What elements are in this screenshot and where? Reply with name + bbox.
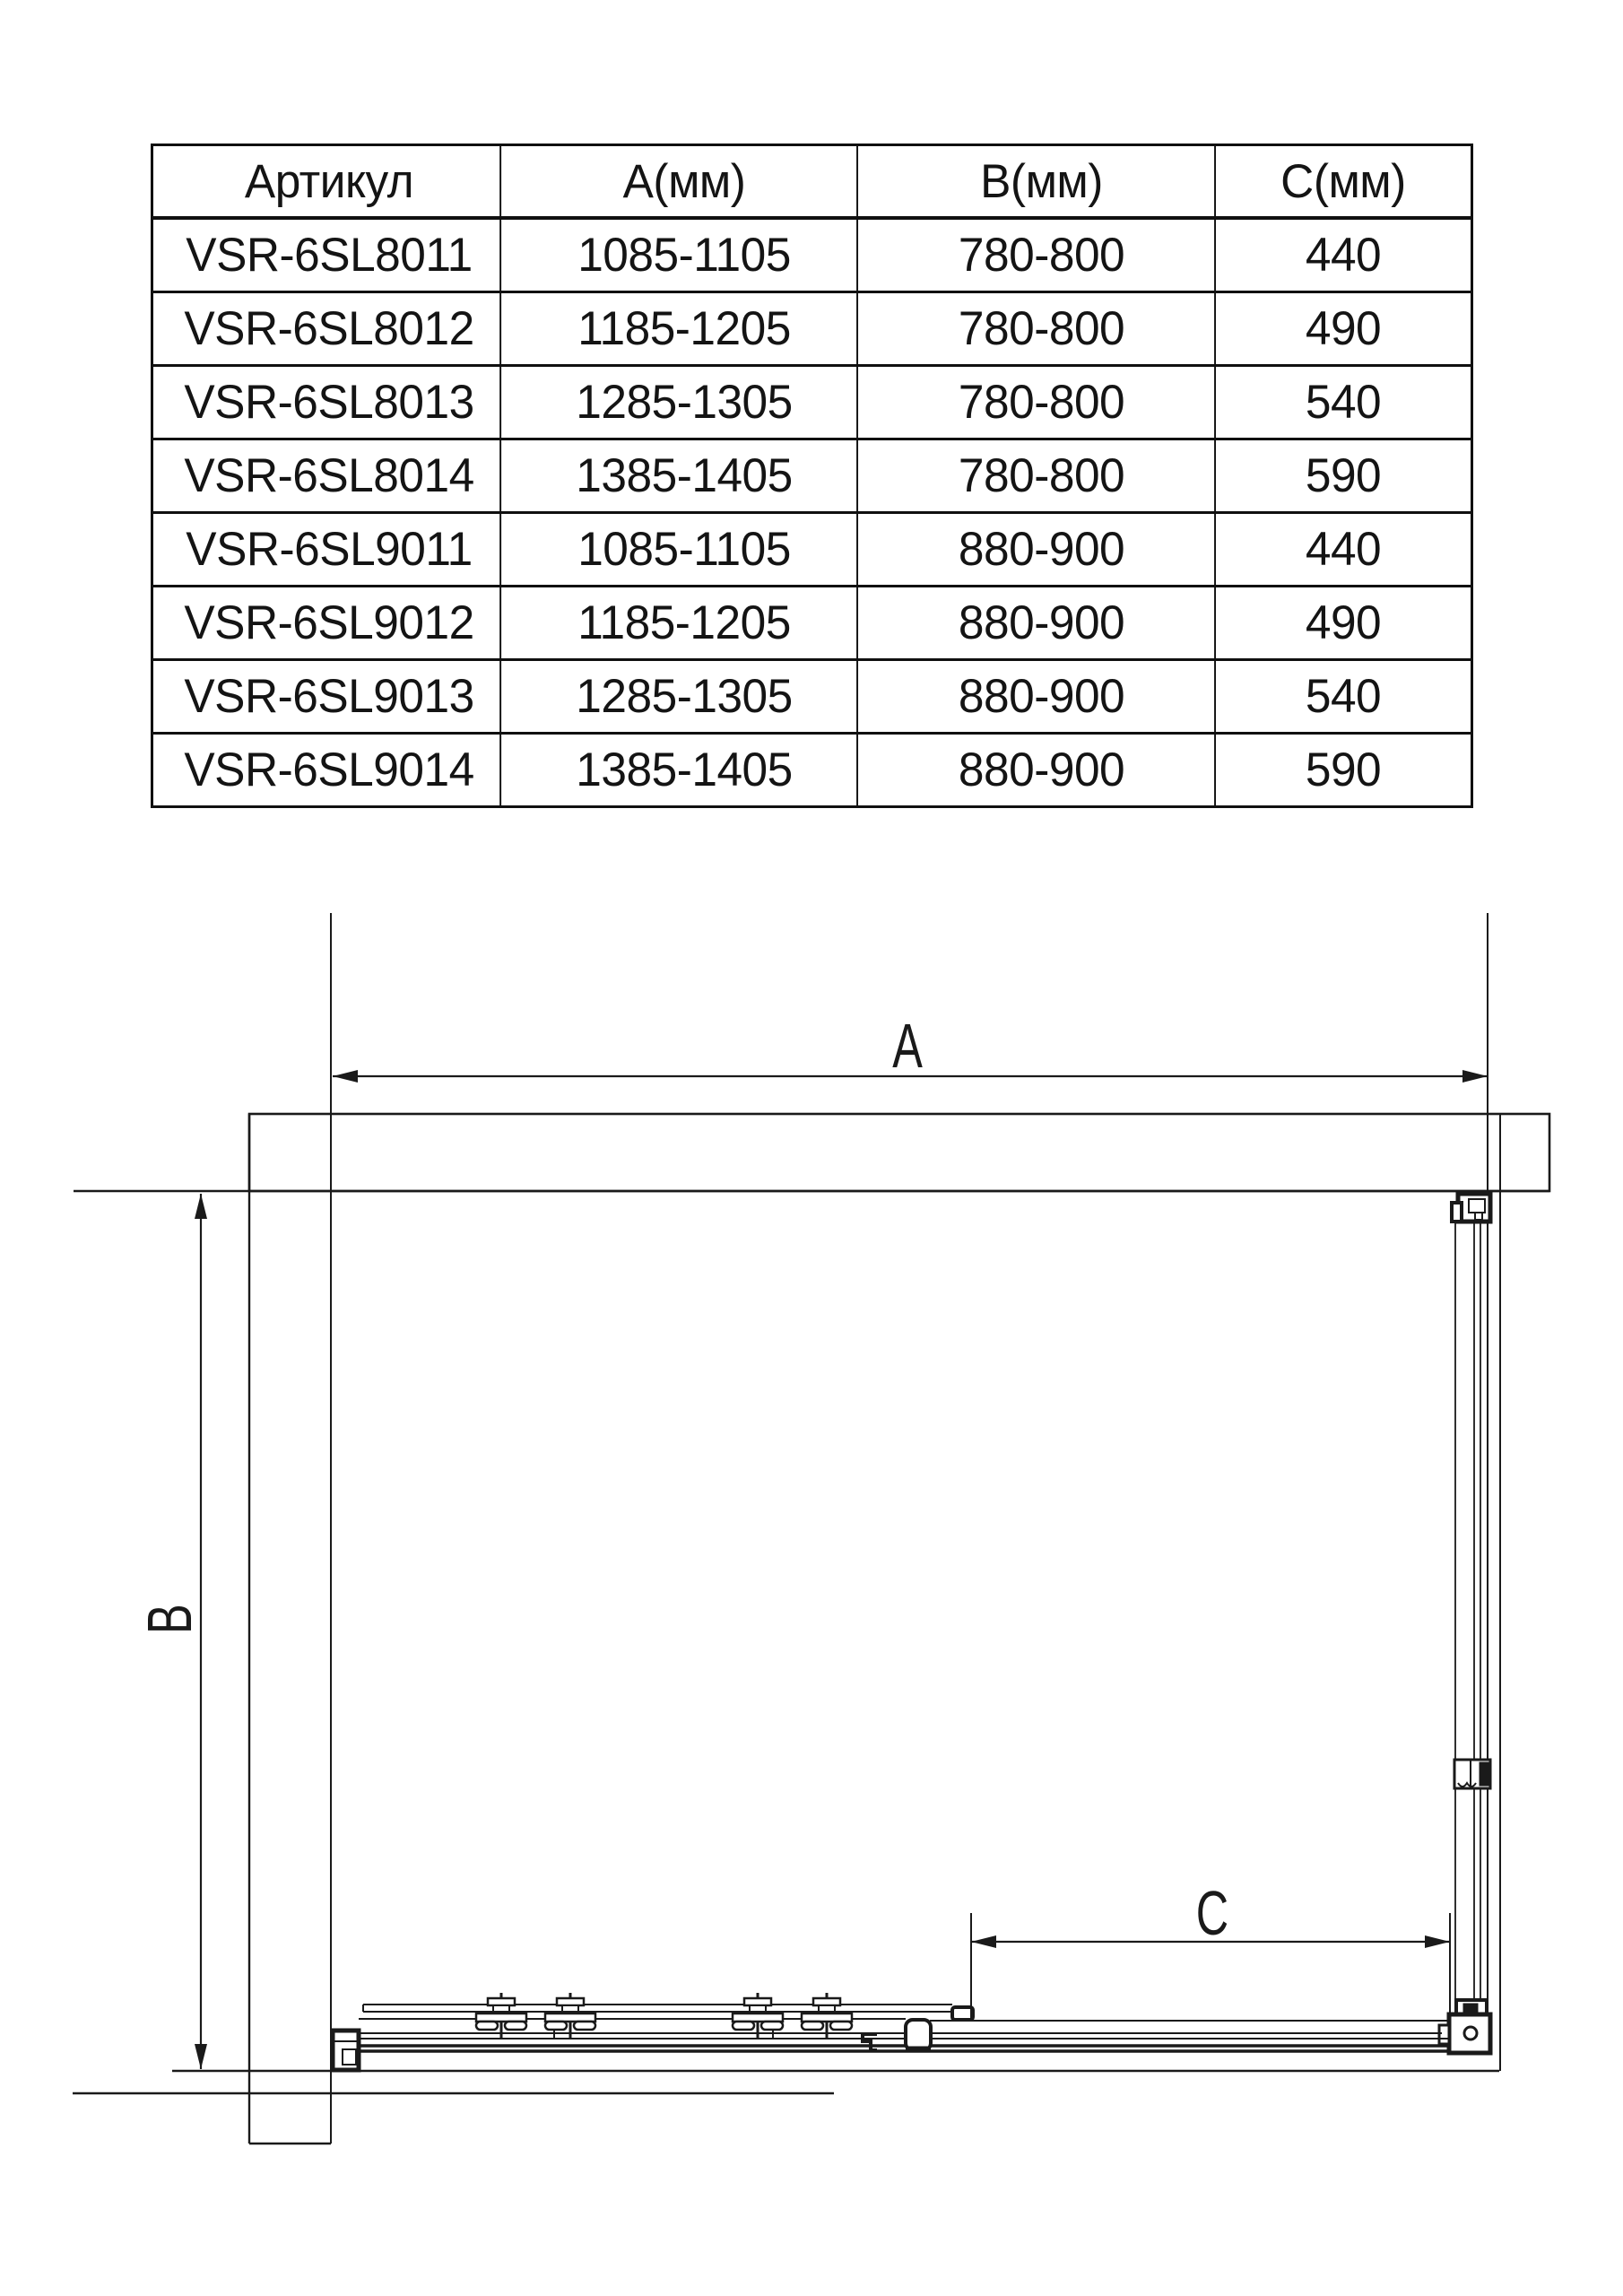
dim-label-a: A [892, 1010, 923, 1081]
cell-b: 880-900 [869, 514, 1216, 585]
cell-c: 440 [1305, 523, 1382, 576]
arrowhead-left-icon [333, 1070, 358, 1083]
cell-a: 1185-1205 [512, 293, 858, 364]
cell-b: 880-900 [869, 587, 1216, 658]
cell-c: 540 [1305, 670, 1382, 723]
cell-a: 1285-1305 [512, 661, 858, 732]
roller-clusters [476, 1993, 852, 2038]
right-side-panel [1439, 913, 1500, 2071]
arrowhead-down-icon [195, 2044, 207, 2069]
cell-b: 780-800 [869, 367, 1216, 438]
cell-b: 880-900 [869, 735, 1216, 805]
bottom-rail-assembly [73, 2005, 1499, 2093]
cell-article: VSR-6SL8014 [159, 440, 501, 511]
arrowhead-left-icon [971, 1935, 996, 1948]
cell-b: 780-800 [869, 440, 1216, 511]
arrowhead-right-icon [1462, 1070, 1488, 1083]
left-wall-profile [249, 913, 331, 2144]
header-b-mm: В(мм) [869, 146, 1216, 216]
cell-b: 780-800 [869, 220, 1216, 291]
cell-c: 440 [1305, 229, 1382, 282]
cell-article: VSR-6SL9014 [159, 735, 501, 805]
arrowhead-right-icon [1425, 1935, 1450, 1948]
cell-article: VSR-6SL9011 [159, 514, 501, 585]
header-c-mm: С(мм) [1280, 154, 1406, 208]
cell-article: VSR-6SL9013 [159, 661, 501, 732]
cell-a: 1185-1205 [512, 587, 858, 658]
cell-c: 590 [1305, 744, 1382, 796]
top-profile [74, 1114, 1549, 1191]
cell-a: 1285-1305 [512, 367, 858, 438]
arrowhead-up-icon [195, 1194, 207, 1219]
cell-article: VSR-6SL8011 [159, 220, 501, 291]
middle-glass-bracket [1454, 1760, 1490, 1788]
cell-c: 590 [1305, 449, 1382, 502]
cell-article: VSR-6SL8012 [159, 293, 501, 364]
cell-c: 540 [1305, 376, 1382, 429]
roller-cluster [476, 1993, 526, 2038]
dim-label-c: C [1195, 1877, 1229, 1948]
cell-a: 1385-1405 [512, 735, 858, 805]
dimension-c [971, 1878, 1450, 2018]
cell-article: VSR-6SL8013 [159, 367, 501, 438]
dim-label-b: B [134, 1604, 204, 1634]
top-corner-bracket [1452, 1194, 1490, 1222]
roller-cluster [802, 1993, 852, 2038]
cell-a: 1085-1105 [512, 220, 858, 291]
header-a-mm: А(мм) [512, 146, 858, 216]
roller-cluster [545, 1993, 595, 2038]
dimension-b [135, 1194, 207, 2069]
glass-end-cap [952, 2007, 973, 2020]
cell-a: 1085-1105 [512, 514, 858, 585]
cell-c: 490 [1305, 596, 1382, 649]
cell-c: 490 [1305, 302, 1382, 355]
cell-a: 1385-1405 [512, 440, 858, 511]
cell-b: 880-900 [869, 661, 1216, 732]
roller-cluster [733, 1993, 783, 2038]
cell-article: VSR-6SL9012 [159, 587, 501, 658]
cell-b: 780-800 [869, 293, 1216, 364]
header-article: Артикул [159, 146, 501, 216]
rail-left-bracket [333, 2031, 359, 2070]
dimension-a [333, 1011, 1488, 1083]
